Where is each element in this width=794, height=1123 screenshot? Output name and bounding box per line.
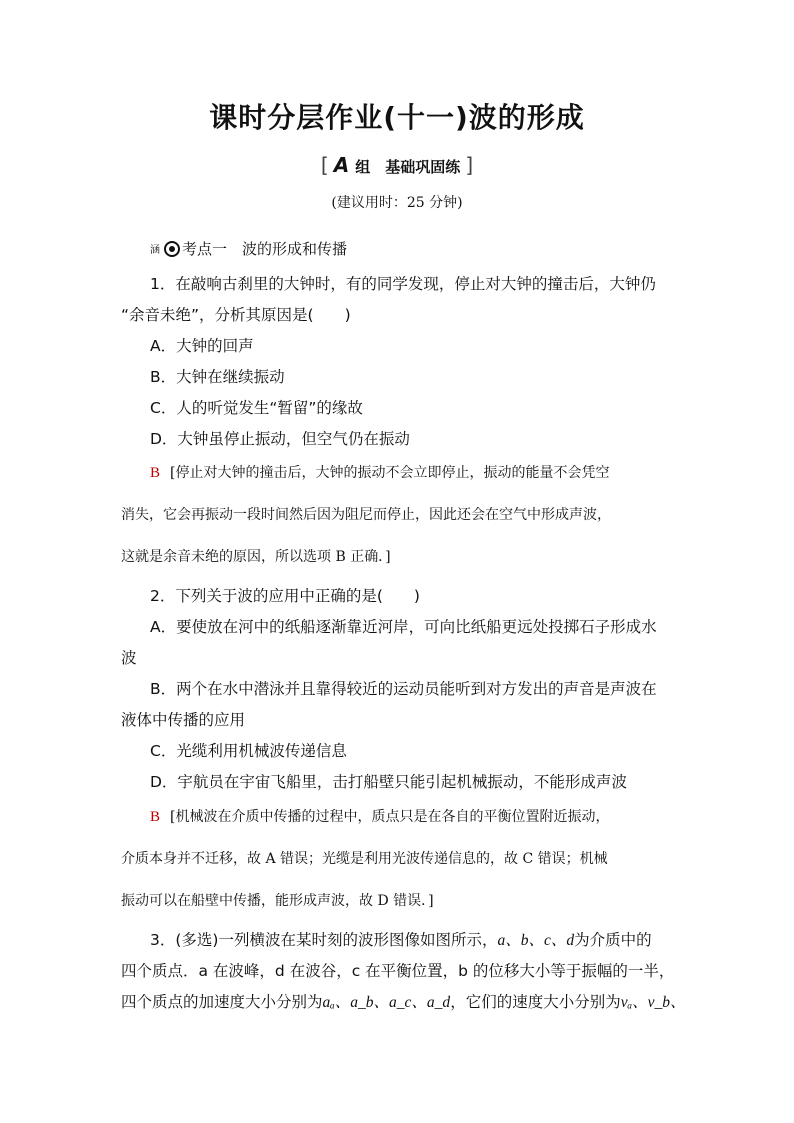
section-label: 考点一 波的形成和传播 (182, 240, 348, 258)
q2-option-a-line1: A．要使放在河中的纸船逐渐靠近河岸，可向比纸船更远处投掷石子形成水 (150, 618, 657, 636)
q2-option-c: C．光缆利用机械波传递信息 (150, 742, 347, 760)
q3-stem-line2: 四个质点．a 在波峰，d 在波谷，c 在平衡位置，b 的位移大小等于振幅的一半， (121, 962, 675, 980)
q3-variables: a、b、c、d (497, 932, 575, 949)
q1-stem-line2: “余音未绝”，分析其原因是( ) (121, 306, 351, 324)
group-label: 组 基础巩固练 (355, 158, 461, 176)
q2-option-d: D．宇航员在宇宙飞船里，击打船壁只能引起机械振动，不能形成声波 (150, 773, 627, 791)
q2-answer: B (150, 809, 161, 825)
target-icon (164, 241, 180, 257)
q3-velocities: vₐ、v_b、 (620, 994, 686, 1011)
q2-explanation-line3: 振动可以在船壁中传播，能形成声波，故 D 错误．] (121, 893, 434, 909)
section-prefix: 涵 (150, 245, 160, 256)
q1-explanation-line1: B [停止对大钟的撞击后，大钟的振动不会立即停止，振动的能量不会凭空 (150, 465, 610, 481)
q3-stem-line3: 四个质点的加速度大小分别为aₐ、a_b、a_c、a_d，它们的速度大小分别为vₐ、v_b、 (121, 993, 686, 1011)
group-header (0, 153, 794, 177)
q2-option-b-line2: 液体中传播的应用 (121, 711, 246, 729)
group-open-bracket: [ (320, 153, 329, 177)
q2-explanation-line1: B [机械波在介质中传播的过程中，质点只是在各自的平衡位置附近振动， (150, 809, 610, 825)
q1-answer: B (150, 465, 161, 481)
q1-option-a: A．大钟的回声 (150, 337, 254, 355)
q3-accelerations: aₐ、a_b、a_c、a_d (322, 994, 451, 1011)
q1-explanation-line3: 这就是余音未绝的原因，所以选项 B 正确．] (121, 549, 391, 565)
q1-option-d: D．大钟虽停止振动，但空气仍在振动 (150, 430, 410, 448)
q2-option-a-line2: 波 (121, 649, 137, 667)
q2-explanation-line2: 介质本身并不迁移，故 A 错误；光缆是利用光波传递信息的，故 C 错误；机械 (121, 851, 608, 867)
q2-option-b-line1: B．两个在水中潜泳并且靠得较近的运动员能听到对方发出的声音是声波在 (150, 680, 657, 698)
group-close-bracket: ] (465, 153, 474, 177)
q1-option-c: C．人的听觉发生“暂留”的缘故 (150, 399, 363, 417)
group-badge: A (333, 153, 350, 177)
q1-explanation-line2: 消失，它会再振动一段时间然后因为阻尼而停止，因此还会在空气中形成声波， (121, 507, 611, 523)
q1-option-b: B．大钟在继续振动 (150, 368, 285, 386)
q2-stem: 2．下列关于波的应用中正确的是( ) (150, 587, 420, 605)
q1-stem-line1: 1．在敲响古刹里的大钟时，有的同学发现，停止对大钟的撞击后，大钟仍 (150, 275, 656, 293)
page-title: 课时分层作业(十一)波的形成 (209, 101, 585, 134)
section-heading (150, 238, 347, 259)
suggested-time: (建议用时：25 分钟) (331, 195, 463, 211)
q3-stem-line1: 3．(多选)一列横波在某时刻的波形图像如图所示，a、b、c、d为介质中的 (150, 931, 652, 949)
